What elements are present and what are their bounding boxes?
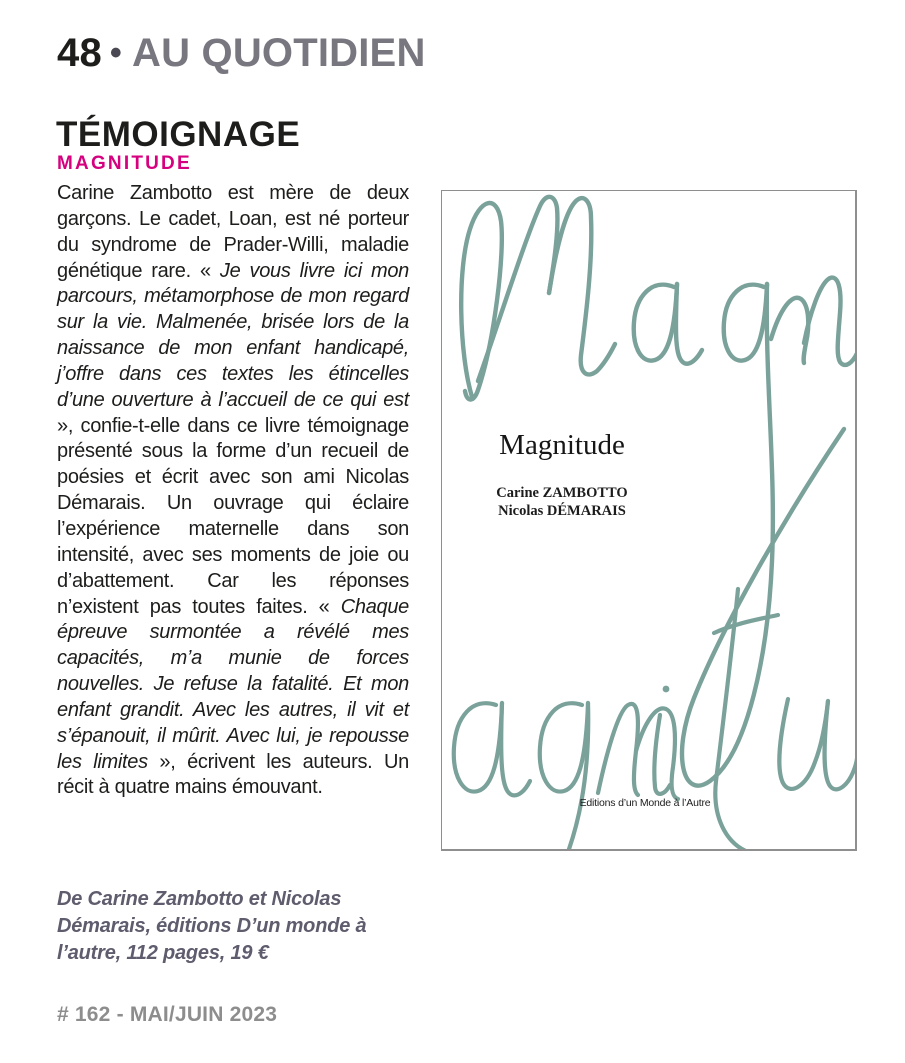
cover-author-2: Nicolas DÉMARAIS bbox=[498, 503, 626, 519]
body-segment: Je vous livre ici mon parcours, métamorphose de mon regard sur la vie. Malmenée, brisée lors de la naissance de mon enfant handicapé, j’offre dans ces textes les étincelles d’une ouverture à l’accueil de ce qui est bbox=[57, 259, 409, 411]
script-letter-a bbox=[454, 703, 502, 792]
article-title: MAGNITUDE bbox=[57, 153, 192, 174]
script-letter-g bbox=[724, 284, 767, 361]
cover-script-agnitu bbox=[442, 589, 857, 851]
script-letter-a bbox=[634, 284, 677, 361]
body-segment: », écrivent les auteurs. Un récit à quatre mains émouvant. bbox=[57, 750, 409, 799]
script-letter-u bbox=[825, 701, 858, 789]
script-letter-g bbox=[540, 703, 588, 792]
script-letter-g bbox=[682, 284, 844, 786]
script-letter-n bbox=[804, 278, 857, 365]
body-segment: Carine Zambotto est mère de deux garçons. Le cadet, Loan, est né porteur du syndrome de Prader-Willi, maladie génétique rare. « bbox=[57, 182, 409, 282]
script-letter-g bbox=[442, 703, 588, 851]
script-letter-a bbox=[501, 703, 530, 795]
article-credit: De Carine Zambotto et Nicolas Démarais, éditions D’un monde à l’autre, 112 pages, 19 € bbox=[57, 888, 367, 964]
cover-authors bbox=[442, 484, 682, 520]
body-segment: », confie-t-elle dans ce livre témoignage présenté sous la forme d’un recueil de poésies et écrit avec son ami Nicolas Démarais. Un ouvrage qui éclaire l’expérience maternelle dans son intensité, avec ses moments de joie ou d’abattement. Car les réponses n’existent pas toutes faites. « bbox=[57, 414, 409, 618]
script-letter-M bbox=[478, 197, 557, 381]
script-letter-a bbox=[676, 284, 702, 364]
cover-script-lettering bbox=[442, 191, 857, 851]
page-header bbox=[57, 33, 426, 73]
page-number: 48 bbox=[57, 31, 102, 75]
section-title: AU QUOTIDIEN bbox=[132, 31, 426, 75]
script-i-dot bbox=[663, 686, 670, 693]
article-kicker: TÉMOIGNAGE bbox=[56, 115, 301, 154]
cover-author-1: Carine ZAMBOTTO bbox=[496, 485, 628, 501]
book-cover bbox=[441, 190, 857, 851]
script-letter-n bbox=[598, 704, 638, 795]
body-segment: Chaque épreuve surmontée a révélé mes capacités, m’a munie de forces nouvelles. Je refuse la fatalité. Et mon enfant grandit. Avec les autres, il vit et s’épanouit, il mûrit. Avec lui, je repousse les limites bbox=[57, 595, 409, 773]
cover-publisher: Editions d’un Monde à l’Autre bbox=[579, 797, 711, 809]
script-letter-n bbox=[771, 298, 808, 363]
script-letter-u bbox=[779, 699, 828, 789]
script-letter-i bbox=[654, 715, 670, 794]
header-separator: • bbox=[109, 34, 123, 72]
article-body bbox=[57, 181, 409, 801]
cover-title: Magnitude bbox=[499, 429, 625, 461]
issue-footer: # 162 - MAI/JUIN 2023 bbox=[57, 1003, 278, 1026]
